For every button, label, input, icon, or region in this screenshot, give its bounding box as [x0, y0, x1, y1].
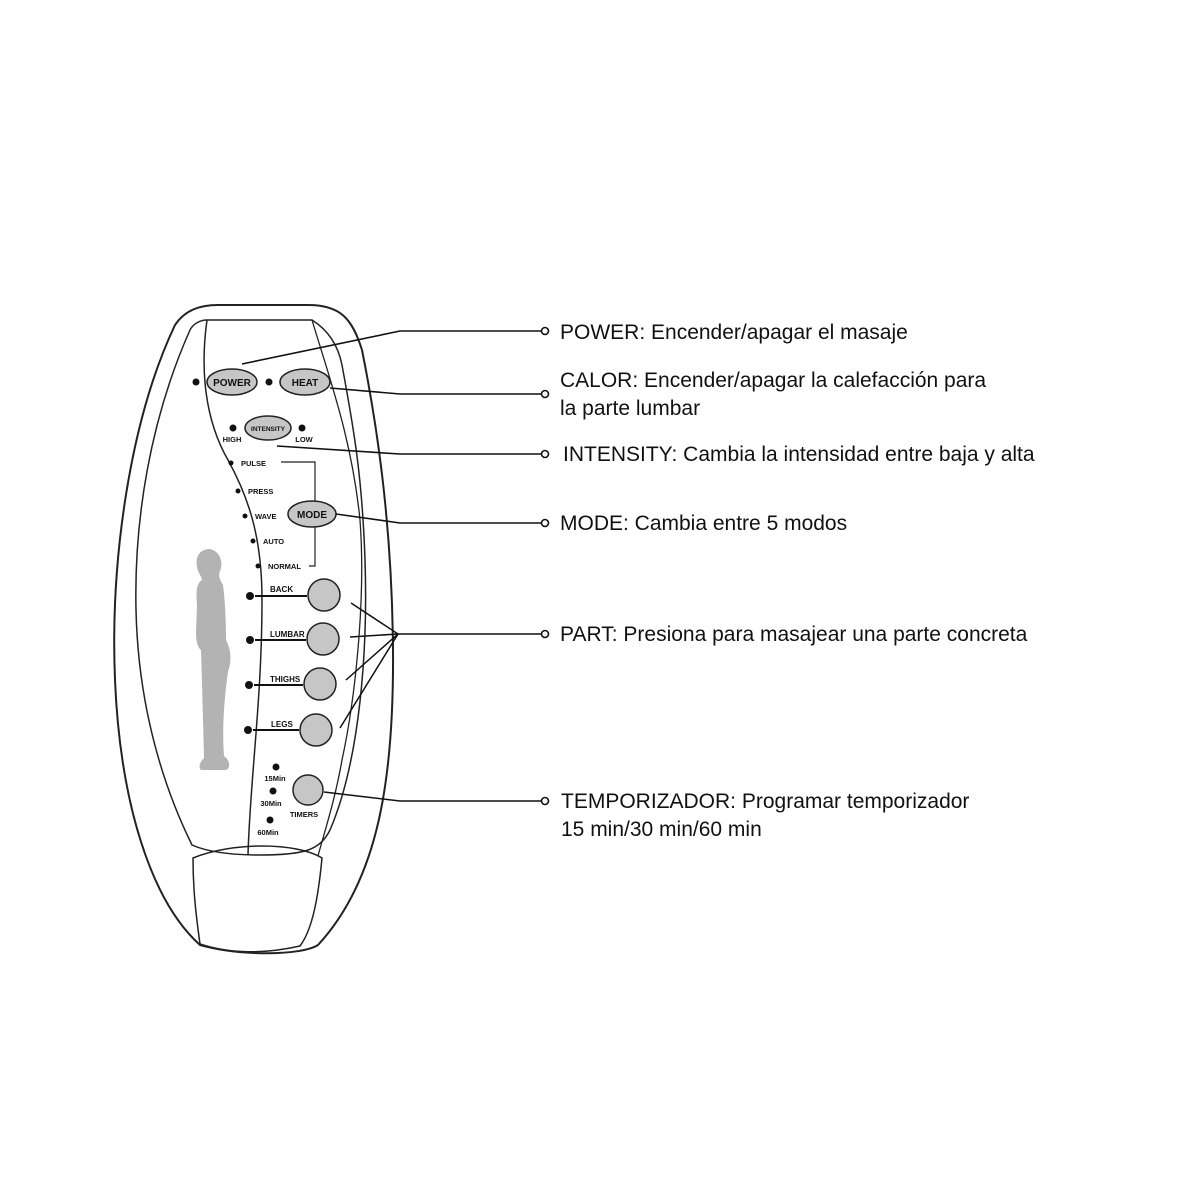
- annotation-mode: MODE: Cambia entre 5 modos: [560, 512, 848, 535]
- callout-branch-legs: [340, 634, 398, 728]
- timer-dot-15: [273, 764, 280, 771]
- timer-label-30: 30Min: [260, 799, 282, 808]
- timers-button-label: TIMERS: [289, 810, 319, 819]
- back-button[interactable]: [308, 579, 340, 611]
- legs-button[interactable]: [300, 714, 332, 746]
- mode-label-wave: WAVE: [255, 512, 277, 521]
- annotation-calor-line1: CALOR: Encender/apagar la calefacción para: [560, 369, 987, 392]
- part-label-thighs: THIGHS: [270, 675, 301, 684]
- mode-label-auto: AUTO: [263, 537, 285, 546]
- mode-label-press: PRESS: [248, 487, 274, 496]
- lumbar-button[interactable]: [307, 623, 339, 655]
- callout-line-power: [242, 331, 541, 364]
- callout-end-calor: [542, 391, 549, 398]
- timer-label-60: 60Min: [257, 828, 279, 837]
- annotation-power: POWER: Encender/apagar el masaje: [560, 321, 908, 344]
- high-indicator-dot: [230, 425, 237, 432]
- mode-dot-pulse: [229, 461, 234, 466]
- part-dot-thighs: [245, 681, 253, 689]
- heat-button[interactable]: [280, 369, 330, 395]
- part-label-back: BACK: [270, 585, 294, 594]
- mode-dot-normal: [256, 564, 261, 569]
- part-dot-back: [246, 592, 254, 600]
- low-label: LOW: [295, 435, 313, 444]
- callout-end-intensity: [542, 451, 549, 458]
- part-label-legs: LEGS: [271, 720, 293, 729]
- intensity-button[interactable]: [245, 416, 291, 440]
- annotation-part: PART: Presiona para masajear una parte concreta: [560, 623, 1028, 646]
- part-dot-lumbar: [246, 636, 254, 644]
- heat-indicator-dot: [266, 379, 273, 386]
- callout-end-mode: [542, 520, 549, 527]
- intensity-button-label: INTENSITY: [251, 426, 285, 433]
- thighs-button[interactable]: [304, 668, 336, 700]
- remote-bottom-cap: [193, 846, 322, 952]
- power-button-label: POWER: [213, 378, 251, 389]
- remote-outer-outline: [114, 305, 393, 953]
- timer-dot-30: [270, 788, 277, 795]
- annotation-timer-line2: 15 min/30 min/60 min: [561, 818, 762, 841]
- callout-branch-back: [351, 603, 398, 634]
- mode-button-label: MODE: [297, 510, 327, 521]
- mode-dot-auto: [251, 539, 256, 544]
- callout-line-timer: [324, 792, 541, 801]
- callout-line-intensity: [277, 446, 541, 454]
- mode-dot-wave: [243, 514, 248, 519]
- power-button[interactable]: [207, 369, 257, 395]
- timers-button[interactable]: [293, 775, 323, 805]
- annotation-timer-line1: TEMPORIZADOR: Programar temporizador: [561, 790, 970, 813]
- callout-end-timer: [542, 798, 549, 805]
- mode-label-pulse: PULSE: [241, 459, 267, 468]
- mode-button[interactable]: [288, 501, 336, 527]
- timer-dot-60: [267, 817, 274, 824]
- callout-end-power: [542, 328, 549, 335]
- part-label-lumbar: LUMBAR: [270, 630, 305, 639]
- timer-label-15: 15Min: [264, 774, 286, 783]
- human-figure-silhouette: [196, 549, 230, 770]
- mode-label-normal: NORMAL: [268, 562, 301, 571]
- callout-end-part: [542, 631, 549, 638]
- annotation-intensity: INTENSITY: Cambia la intensidad entre baja y alta: [563, 443, 1035, 466]
- callout-line-calor: [330, 388, 541, 394]
- callout-line-mode: [336, 514, 541, 523]
- mode-dot-press: [236, 489, 241, 494]
- low-indicator-dot: [299, 425, 306, 432]
- annotation-calor-line2: la parte lumbar: [560, 397, 701, 420]
- high-label: HIGH: [222, 435, 242, 444]
- part-dot-legs: [244, 726, 252, 734]
- power-indicator-dot: [193, 379, 200, 386]
- callout-branch-lumbar: [350, 634, 398, 637]
- heat-button-label: HEAT: [291, 378, 319, 389]
- callout-branch-thighs: [346, 634, 398, 680]
